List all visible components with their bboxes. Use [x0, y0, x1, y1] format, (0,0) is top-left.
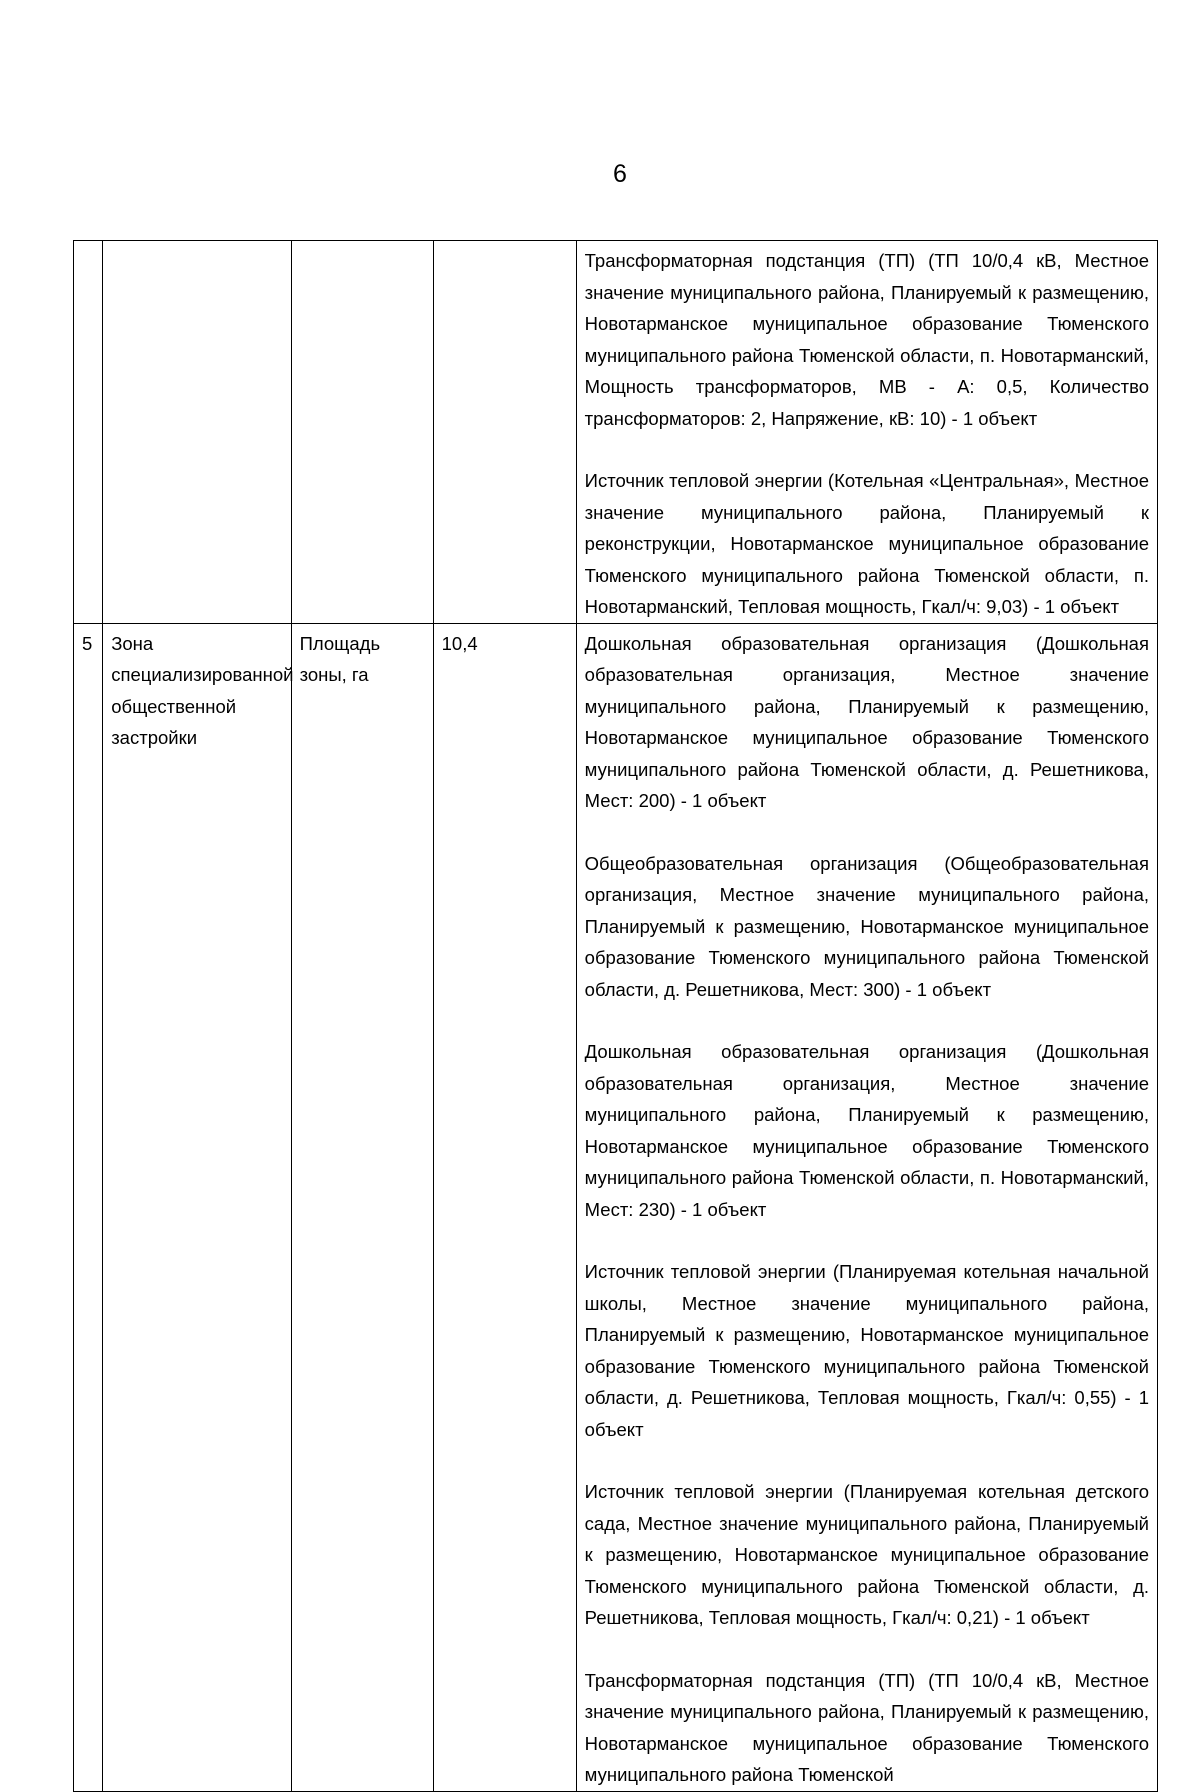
object-entry: Дошкольная образовательная организация (Дошкольная образовательная организация, Местное значение муниципального района, Планируемый к размещению, Новотарманское муниципальное образование Тюменского муниципального района Тюменской области, п. Новотарманский, Мест: 230) - 1 объект	[584, 1041, 1149, 1220]
table-row	[74, 623, 1158, 1791]
object-entry: Источник тепловой энергии (Котельная «Центральная», Местное значение муниципального района, Планируемый к реконструкции, Новотарманское муниципальное образование Тюменского муниципального района Тюменской области, п. Новотарманский, Тепловая мощность, Гкал/ч: 9,03) - 1 объект	[584, 470, 1149, 617]
zones-table	[73, 240, 1158, 1792]
object-entry: Трансформаторная подстанция (ТП) (ТП 10/0,4 кВ, Местное значение муниципального района, Планируемый к размещению, Новотарманское муниципальное образование Тюменского муниципального района Тюменской области, п. Новотарманский, Мощность трансформаторов, МВ - А: 0,5, Количество трансформаторов: 2, Напряжение, кВ: 10) - 1 объект	[584, 250, 1149, 429]
object-entry: Источник тепловой энергии (Планируемая котельная детского сада, Местное значение муниципального района, Планируемый к размещению, Новотарманское муниципальное образование Тюменского муниципального района Тюменской области, д. Решетникова, Тепловая мощность, Гкал/ч: 0,21) - 1 объект	[584, 1481, 1149, 1628]
object-entry: Общеобразовательная организация (Общеобразовательная организация, Местное значение муниципального района, Планируемый к размещению, Новотарманское муниципальное образование Тюменского муниципального района Тюменской области, д. Решетникова, Мест: 300) - 1 объект	[584, 852, 1149, 1000]
parameter-cell: Площадь зоны, га	[291, 623, 433, 1791]
object-entry: Дошкольная образовательная организация (Дошкольная образовательная организация, Местное значение муниципального района, Планируемый к размещению, Новотарманское муниципальное образование Тюменского муниципального района Тюменской области, д. Решетникова, Мест: 200) - 1 объект	[584, 632, 1149, 811]
parameter-cell	[291, 241, 433, 624]
row-number-cell: 5	[74, 623, 103, 1791]
table-row	[74, 241, 1158, 624]
page-number: 6	[613, 160, 627, 188]
value-cell	[433, 241, 576, 624]
zone-name-cell	[103, 241, 291, 624]
zone-name-cell: Зона специализированной общественной застройки	[103, 623, 291, 1791]
row-number-cell	[74, 241, 103, 624]
value-cell: 10,4	[433, 623, 576, 1791]
objects-cell	[576, 623, 1157, 1791]
object-entry: Трансформаторная подстанция (ТП) (ТП 10/0,4 кВ, Местное значение муниципального района, Планируемый к размещению, Новотарманское муниципальное образование Тюменского муниципального района Тюменской	[584, 1669, 1149, 1785]
object-entry: Источник тепловой энергии (Планируемая котельная начальной школы, Местное значение муниципального района, Планируемый к размещению, Новотарманское муниципальное образование Тюменского муниципального района Тюменской области, д. Решетникова, Тепловая мощность, Гкал/ч: 0,55) - 1 объект	[584, 1261, 1149, 1440]
objects-cell	[576, 241, 1157, 624]
